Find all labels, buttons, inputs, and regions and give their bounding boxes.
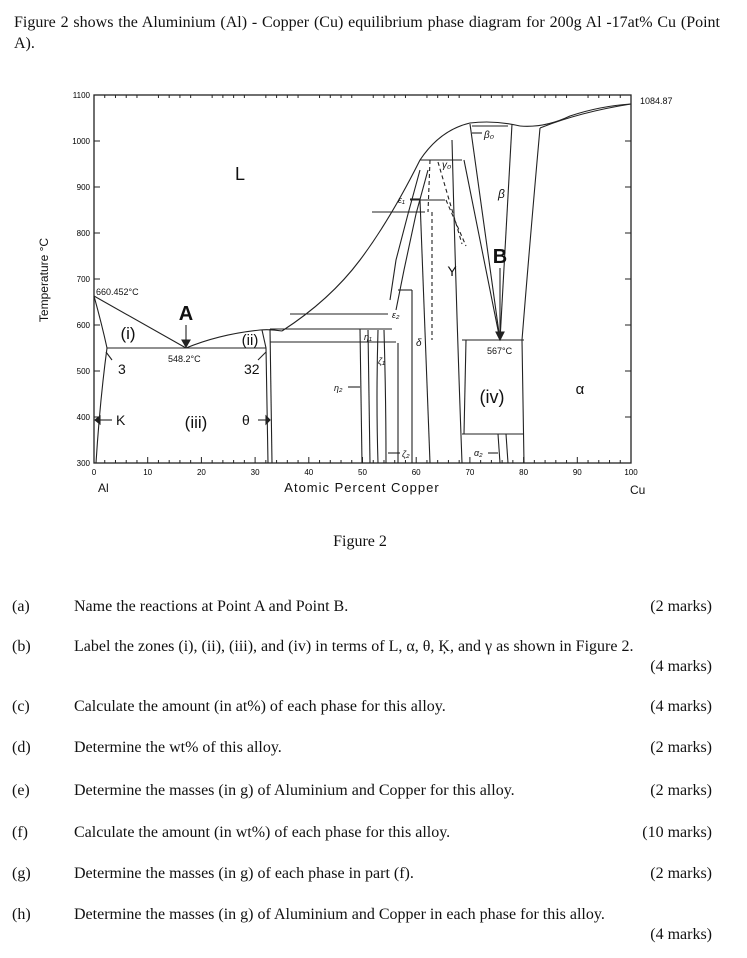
label-eta2: η₂ [334, 383, 343, 393]
x-tick-label: 40 [304, 468, 314, 477]
alpha2-left [498, 434, 500, 463]
x-tick-label: 20 [196, 468, 206, 477]
question-marks: (4 marks) [650, 658, 712, 675]
label-zone-ii: (ii) [241, 332, 259, 349]
label-temp-al: 660.452°C [96, 287, 139, 297]
x-axis-ticks [92, 95, 638, 477]
label-delta: δ [416, 338, 422, 349]
label-eps1: ε₁ [398, 195, 405, 205]
x-tick-label: 10 [143, 468, 153, 477]
question-text: Label the zones (i), (ii), (iii), and (iv) in terms of L, α, θ, Ķ, and γ as shown in Figure 2. [74, 638, 634, 655]
solidus-cu-side [540, 104, 631, 128]
label-zone-i: (i) [120, 324, 136, 343]
y-tick-label: 1100 [72, 91, 90, 100]
x-tick-label: 80 [519, 468, 529, 477]
question-text: Calculate the amount (in at%) of each phase for this alloy. [74, 698, 446, 715]
question-label: (h) [12, 906, 31, 923]
x-end-label-al: Al [98, 481, 109, 495]
label-3: 3 [118, 361, 126, 377]
liquidus-al-side [94, 296, 186, 348]
iv-left [464, 340, 466, 434]
question-marks: (4 marks) [650, 698, 712, 715]
question-text: Determine the masses (in g) of Aluminium and Copper for this alloy. [74, 782, 515, 799]
label-32: 32 [244, 361, 260, 377]
label-beta: β [498, 187, 505, 201]
label-gamma: Y [447, 263, 457, 279]
x-tick-label: 30 [250, 468, 260, 477]
phase-boundaries [94, 104, 631, 463]
zeta-right [384, 330, 386, 463]
zeta-left [377, 330, 378, 463]
label-temp-eutectic: 548.2°C [168, 354, 201, 364]
theta-boundary-right [270, 329, 272, 463]
label-theta: θ [242, 412, 250, 428]
y-tick-label: 600 [76, 321, 90, 330]
question-marks: (4 marks) [650, 926, 712, 943]
label-temp-b: 567°C [487, 346, 513, 356]
arrow-32 [258, 352, 266, 360]
y-tick-label: 400 [76, 413, 90, 422]
label-beta0: β₀ [484, 130, 494, 141]
gamma0-dashed-2 [438, 162, 462, 244]
phase-diagram-svg [0, 80, 747, 510]
label-zone-iii: (iii) [184, 413, 208, 432]
liquidus-a-to-theta [186, 330, 282, 348]
arrow-3 [106, 352, 112, 360]
label-kappa: K [116, 412, 126, 428]
theta-boundary-left [262, 330, 268, 463]
x-tick-label: 100 [624, 468, 638, 477]
arrowhead-b [496, 332, 504, 340]
y-tick-label: 1000 [72, 137, 90, 146]
label-alpha2: α₂ [474, 448, 483, 458]
y-tick-label: 800 [76, 229, 90, 238]
question-marks: (2 marks) [650, 782, 712, 799]
question-label: (b) [12, 638, 31, 655]
label-point-b: B [492, 246, 508, 268]
question-text: Determine the wt% of this alloy. [74, 739, 282, 756]
question-label: (g) [12, 865, 31, 882]
gamma0-dashed [428, 160, 430, 212]
x-end-label-cu: Cu [630, 483, 646, 497]
x-tick-label: 0 [91, 468, 97, 477]
question-text: Determine the masses (in g) of Aluminium and Copper in each phase for this alloy. [74, 906, 605, 923]
label-eps2: ε₂ [392, 310, 400, 320]
question-marks: (2 marks) [650, 739, 712, 756]
question-marks: (10 marks) [642, 824, 712, 841]
beta-right [500, 124, 512, 340]
intro-paragraph: Figure 2 shows the Aluminium (Al) - Copper (Cu) equilibrium phase diagram for 200g Al -17at% Cu (Point A). [14, 14, 720, 52]
label-liquid: L [234, 164, 246, 184]
y-tick-label: 700 [76, 275, 90, 284]
question-text: Calculate the amount (in wt%) of each phase for this alloy. [74, 824, 451, 841]
question-text: Name the reactions at Point A and Point B. [74, 598, 349, 615]
solvus-al [96, 348, 107, 463]
plot-frame [94, 95, 631, 463]
y-tick-label: 500 [76, 367, 90, 376]
question-label: (e) [12, 782, 30, 799]
question-text: Determine the masses (in g) of each phase in part (f). [74, 865, 414, 882]
beta-left [470, 124, 500, 340]
label-zone-iv: (iv) [479, 387, 505, 407]
x-tick-label: 70 [465, 468, 475, 477]
question-marks: (2 marks) [650, 865, 712, 882]
y-tick-label: 900 [76, 183, 90, 192]
question-label: (f) [12, 824, 28, 841]
figure-caption: Figure 2 [333, 533, 387, 550]
question-label: (a) [12, 598, 30, 615]
xlabel: Atomic Percent Copper [284, 480, 440, 495]
arrows [95, 133, 504, 453]
y-axis-ticks [72, 91, 631, 468]
eta-left [360, 329, 362, 463]
question-label: (d) [12, 739, 31, 756]
solidus-al [94, 296, 107, 348]
label-gamma0: γ₀ [442, 160, 452, 171]
y-tick-label: 300 [76, 459, 90, 468]
gamma-right [452, 140, 462, 463]
question-label: (c) [12, 698, 30, 715]
x-tick-label: 90 [572, 468, 582, 477]
alpha-boundary [522, 128, 540, 463]
alpha2-right [506, 434, 508, 463]
phase-diagram-figure [0, 80, 747, 510]
x-tick-label: 60 [411, 468, 421, 477]
label-temp-cu: 1084.87 [640, 96, 673, 106]
label-alpha: α [575, 381, 585, 398]
question-marks: (2 marks) [650, 598, 712, 615]
label-point-a: A [178, 303, 194, 325]
label-eta1: η₁ [364, 332, 372, 342]
arrowhead-theta [266, 416, 270, 424]
x-tick-label: 50 [358, 468, 367, 477]
gamma-left [420, 200, 430, 463]
eta-right [368, 330, 370, 463]
ylabel: Temperature °C [37, 237, 51, 323]
label-zeta1: ζ₁ [378, 356, 386, 366]
label-zeta2: ζ₂ [402, 449, 410, 459]
